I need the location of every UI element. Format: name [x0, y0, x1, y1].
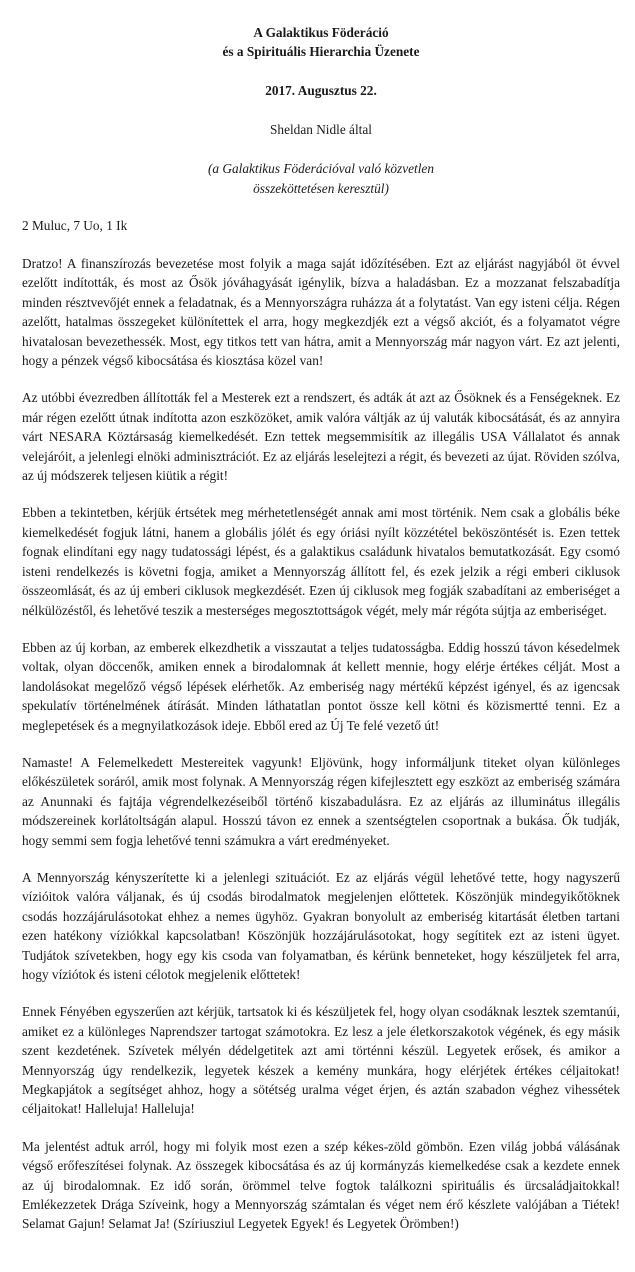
document-title-line-1: A Galaktikus Föderáció	[253, 25, 389, 40]
paragraph-7: Ennek Fényében egyszerűen azt kérjük, tartsatok ki és készüljetek fel, hogy olyan csodáknak lesztek szemtanúi, amiket ez a különleges Naprendszer tartogat számotokra. Ez lesz a jele életkorszakotok végének, és egy másik szent kezdetének. Szívetek mélyén dédelgetitek azt ami történni készül. Legyetek erősek, és amikor a Mennyország úgy rendelkezik, legyetek készek a kemény munkára, hogy elérjétek értékes céljaitokat! Megkapjátok a segítséget ahhoz, hogy a sötétség uralma véget érjen, és aztán szabadon véghez vihessétek céljaitokat! Halleluja! Halleluja!	[22, 1004, 620, 1117]
subtitle-line-2: összeköttetésen keresztül)	[253, 181, 389, 196]
document-date: 2017. Augusztus 22.	[265, 83, 377, 98]
title-block	[22, 0, 620, 61]
document-subtitle	[22, 159, 620, 199]
document-title-line-2: és a Spirituális Hierarchia Üzenete	[222, 44, 420, 59]
subtitle-line-1: (a Galaktikus Föderációval való közvetlen	[208, 161, 434, 176]
document-author: Sheldan Nidle által	[270, 122, 372, 137]
mayan-dateline: 2 Muluc, 7 Uo, 1 Ik	[22, 218, 128, 233]
paragraph-6: A Mennyország kényszerítette ki a jelenlegi szituációt. Ez az eljárás végül lehetővé tette, hogy nagyszerű vízióitok valóra váljanak, és új csodás birodalmatok megjelenjen előttetek. Köszönjük mindegyikőtöknek csodás hozzájárulásotokat ehhez a nemes ügyhöz. Gyakran bonyolult az emberiség kitartását életben tartani ezen hatékony víziókkal kapcsolatban! Köszönjük hozzájárulásotokat, hogy segítitek ezt az isteni ügyet. Tudjátok szívetekben, hogy egy kis csoda van folyamatban, és kérünk benneteket, hogy készüljetek fel arra, hogy víziótok és isteni célotok megjelenik előttetek!	[22, 869, 620, 982]
paragraph-1: Dratzo! A finanszírozás bevezetése most folyik a maga saját időzítésében. Ezt az eljárást nagyjából öt évvel ezelőtt indították, és most az Ősök jóváhagyását igénylik, bízva a haladásban. Ez a mozzanat felszabadítja minden résztvevőjét ennek a feladatnak, és a Mennyországra ruházza át a folytatást. Van egy isteni célja. Régen azelőtt, hatalmas összegeket különítettek el arra, hogy megkezdjék ezt a végső akciót, és a folyamatot végre hivatalosan bevezethessék. Most, egy titkos tett van hátra, amit a Mennyország már nagyon várt. Ez azt jelenti, hogy a pénzek végső kibocsátása és kiosztása közel van!	[22, 256, 620, 369]
paragraph-8: Ma jelentést adtuk arról, hogy mi folyik most ezen a szép kékes-zöld gömbön. Ezen világ jobbá válásának végső erőfeszítései folynak. Az összegek kibocsátása és az új kormányzás kiemelkedése csak a kezdete ennek az új birodalomnak. Ez idő során, örömmel telve fogtok találkozni spirituális és ürcsaládjaitokkal! Emlékezzetek Drága Szíveink, hogy a Mennyország számtalan és véget nem érő készlete valójában a Tiétek! Selamat Gajun! Selamat Ja! (Szíriusziul Legyetek Egyek! és Legyetek Örömben!)	[22, 1138, 620, 1232]
paragraph-3: Ebben a tekintetben, kérjük értsétek meg mérhetetlenségét annak ami most történik. Nem csak a globális béke kiemelkedését fogjuk látni, hanem a globális jólét és egy óriási nyílt közzététel beköszöntését is. Ezen tettek fognak elindítani egy nagy tudatossági lépést, és a galaktikus családunk hivatalos bemutatkozását. Egy csomó isteni rendelkezés is követni fogja, amiket a Mennyország állított fel, és ezek jelzik a régi emberi ciklusok összeomlását, és az új emberi ciklusok megkezdését. Ezen új ciklusok meg fogják szabadítani az emberiséget a nélkülözéstől, és lehetővé teszik a mesterséges megosztottságok végét, mely már régóta sújtja az emberiséget.	[22, 505, 620, 618]
paragraph-4: Ebben az új korban, az emberek elkezdhetik a visszautat a teljes tudatosságba. Eddig hosszú távon késedelmek voltak, olyan döccenők, amiken ennek a birodalomnak át kellett mennie, hogy elérje értékes célját. Most a landolásokat megelőző végső lépések elérhetők. Az emberiség nagy mértékű képzést igényel, és az igencsak spekulatív történelmének átírását. Minden láthatatlan pontot össze kell kötni és közismertté tenni. Ez a meglepetések és a megnyilatkozások ideje. Ebből ered az Új Te felé vezető út!	[22, 639, 620, 733]
paragraph-5: Namaste! A Felemelkedett Mestereitek vagyunk! Eljövünk, hogy informáljunk titeket olyan különleges előkészületek soráról, amik most folynak. A Mennyország régen kifejlesztett egy eszközt az emberiség számára az Anunnaki és fajtája végrendelkezéseiből történő kiszabadulásra. Ez az eljárás az illuminátus illegális módszereinek korlátoltságán alapul. Hosszú távon ez ennek a szentségtelen csoportnak a bukása. Ők tudják, hogy semmi sem fogja lehetővé tenni számukra a várt eredményeket.	[22, 754, 620, 848]
paragraph-2: Az utóbbi évezredben állították fel a Mesterek ezt a rendszert, és adták át azt az Ősöknek és a Fenségeknek. Ez már régen ezelőtt útnak indította azon eszközöket, amik valóra váltják az új valuták kibocsátását, és az annyira várt NESARA Köztársaság kiemelkedését. Ezn tettek megsemmisítik az illegális USA Vállalatot és annak velejáróit, a jelenlegi elnöki adminisztrációt. Ez az eljárás leselejtezi a régit, és bevezeti az újat. Röviden szólva, az új módszerek teljesen kiütik a régit!	[22, 390, 620, 484]
